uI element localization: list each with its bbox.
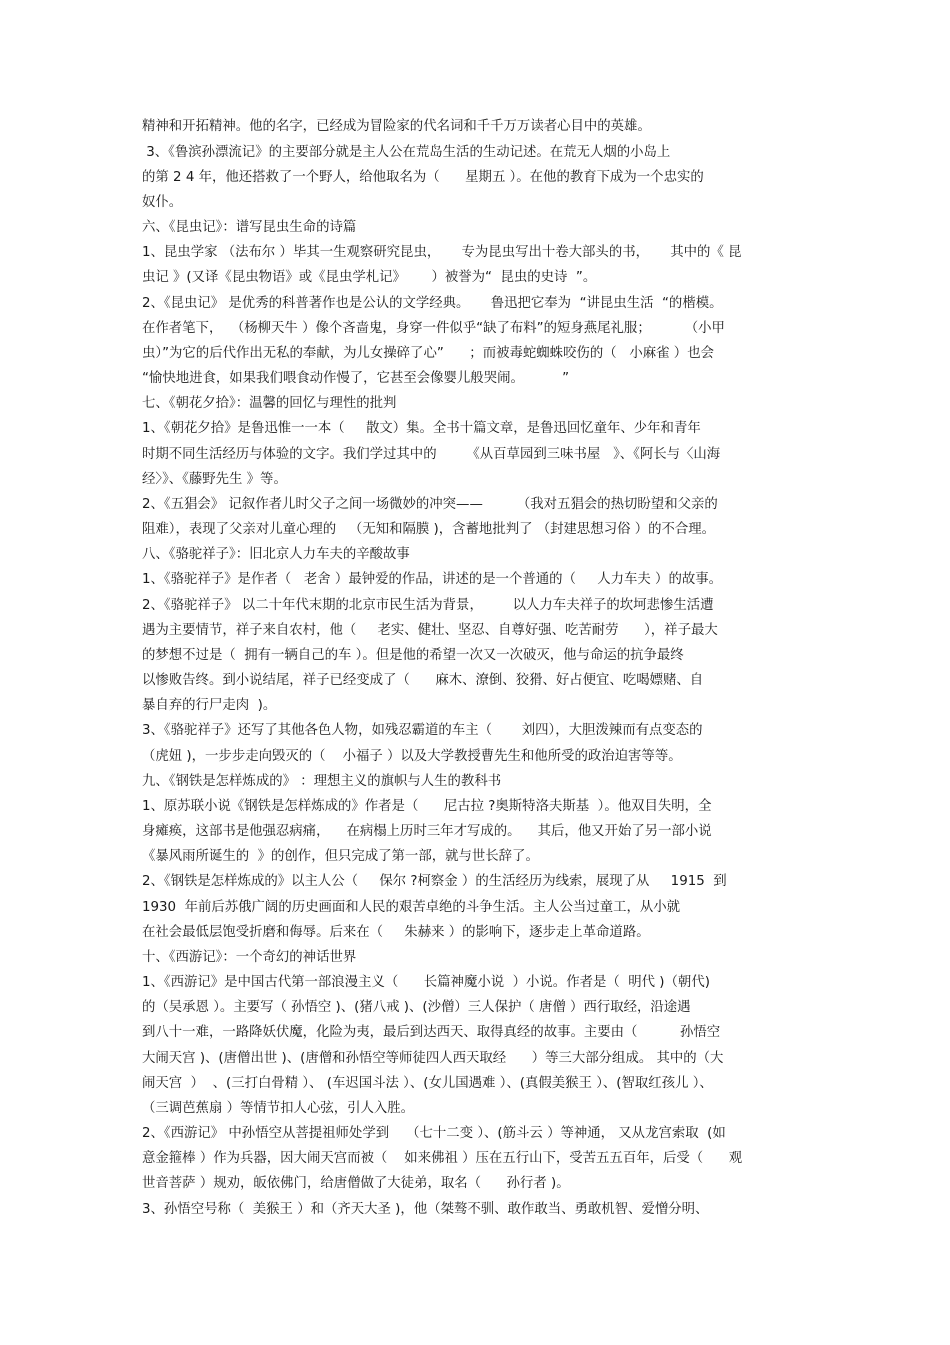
text-line: 暴自弃的行尸走肉 )。 — [142, 698, 277, 713]
text-line: 的梦想不过是（ 拥有一辆自己的车 ）。但是他的希望一次又一次破灭，他与命运的抗争最终 — [142, 648, 684, 663]
text-line: 1、《骆驼祥子》是作者（ 老舍 ）最钟爱的作品，讲述的是一个普通的（ 人力车夫 ）的故事。 — [142, 572, 723, 587]
text-line: 1、《西游记》是中国古代第一部浪漫主义（ 长篇神魔小说 ）小说。作者是（ 明代 )（朝代) — [142, 975, 710, 990]
text-line: 到八十一难，一路降妖伏魔，化险为夷，最后到达西天、取得真经的故事。主要由（ 孙悟空 — [142, 1025, 721, 1040]
text-line: 身瘫痪，这部书是他强忍病痛， 在病榻上历时三年才写成的。 其后，他又开始了另一部小说 — [142, 824, 712, 839]
section-heading: 七、《朝花夕拾》：温馨的回忆与理性的批判 — [142, 396, 397, 411]
text-line: 3、《骆驼祥子》还写了其他各色人物，如残忍霸道的车主（ 刘四），大胆泼辣而有点变态的 — [142, 723, 703, 738]
text-line: 《暴风雨所诞生的 》的创作，但只完成了第一部，就与世长辞了。 — [142, 849, 539, 864]
text-line: 1930 年前后苏俄广阔的历史画面和人民的艰苦卓绝的斗争生活。主人公当过童工，从小就 — [142, 900, 681, 915]
text-line: 2、《钢铁是怎样炼成的》以主人公（ 保尔 ?柯察金 ）的生活经历为线索，展现了从 1915 到 — [142, 874, 727, 889]
text-line: 2、《西游记》 中孙悟空从菩提祖师处学到 （七十二变 ）、(筋斗云 ）等神通， 又从龙宫索取 (如 — [142, 1126, 726, 1141]
text-line: 在作者笔下， （杨柳天牛 ）像个吝啬鬼，身穿一件似乎“缺了布料”的短身燕尾礼服； （小甲 — [142, 321, 725, 336]
text-line: 时期不同生活经历与体验的文字。我们学过其中的 《从百草园到三味书屋 》、《阿长与〈山海 — [142, 447, 721, 462]
section-heading: 八、《骆驼祥子》：旧北京人力车夫的辛酸故事 — [142, 547, 410, 562]
text-line: 意金箍棒 ）作为兵器，因大闹天宫而被（ 如来佛祖 ）压在五行山下，受苦五五百年，后受（ 观 — [142, 1151, 743, 1166]
section-heading: 九、《钢铁是怎样炼成的》 ：理想主义的旗帜与人生的教科书 — [142, 774, 502, 789]
text-line: 在社会最低层饱受折磨和侮辱。后来在（ 朱赫来 ）的影响下，逐步走上革命道路。 — [142, 925, 650, 940]
text-line: 3、孙悟空号称（ 美猴王 ）和（齐天大圣 )，他（桀骜不驯、敢作敢当、勇敢机智、爱憎分明、 — [142, 1202, 709, 1217]
text-line: 1、《朝花夕拾》是鲁迅惟一一本（ 散文）集。全书十篇文章，是鲁迅回忆童年、少年和青年 — [142, 421, 701, 436]
section-heading: 十、《西游记》：一个奇幻的神话世界 — [142, 950, 357, 965]
text-line: 虫记 》(又译《昆虫物语》或《昆虫学札记》 ）被誉为“ 昆虫的史诗 ”。 — [142, 270, 597, 285]
text-line: “愉快地进食，如果我们喂食动作慢了，它甚至会像婴儿般哭闹。 ” — [142, 371, 570, 386]
text-line: 2、《昆虫记》 是优秀的科普著作也是公认的文学经典。 鲁迅把它奉为 “讲昆虫生活 “的楷模。 — [142, 296, 723, 311]
text-line: 阻难），表现了父亲对儿童心理的 （无知和隔膜 )，含蓄地批判了 （封建思想习俗 ）的不合理。 — [142, 522, 716, 537]
text-line: 虫）”为它的后代作出无私的奉献，为儿女操碎了心” ；而被毒蛇蜘蛛咬伤的（ 小麻雀 ）也会 — [142, 346, 714, 361]
text-line: 2、《五猖会》 记叙作者儿时父子之间一场微妙的冲突—— （我对五猖会的热切盼望和父亲的 — [142, 497, 718, 512]
text-line: 2、《骆驼祥子》 以二十年代末期的北京市民生活为背景， 以人力车夫祥子的坎坷悲惨生活遭 — [142, 598, 714, 613]
text-line: 以惨败告终。到小说结尾，祥子已经变成了（ 麻木、潦倒、狡猾、好占便宜、吃喝嫖赌、自 — [142, 673, 704, 688]
text-line: 世音菩萨 ）规劝，皈依佛门，给唐僧做了大徒弟，取名（ 孙行者 )。 — [142, 1176, 570, 1191]
text-line: 精神和开拓精神。他的名字，已经成为冒险家的代名词和千千万万读者心目中的英雄。 — [142, 119, 651, 134]
text-line: 遇为主要情节，祥子来自农村，他（ 老实、健壮、坚忍、自尊好强、吃苦耐劳 ），祥子最大 — [142, 623, 718, 638]
text-line: 1、原苏联小说《钢铁是怎样炼成的》作者是（ 尼古拉 ?奥斯特洛夫斯基 ）。他双目失明，全 — [142, 799, 712, 814]
text-line: 闹天宫 ） 、(三打白骨精 ）、 (车迟国斗法 ）、(女儿国遇难 ）、(真假美猴王 ）、(智取红孩儿 ）、 — [142, 1076, 713, 1091]
text-line: （虎妞 )，一步步走向毁灭的（ 小福子 ）以及大学教授曹先生和他所受的政治迫害等等。 — [142, 749, 682, 764]
text-line: 1、昆虫学家 （法布尔 ）毕其一生观察研究昆虫， 专为昆虫写出十卷大部头的书， 其中的《 昆 — [142, 245, 742, 260]
text-line: 3、《鲁滨孙漂流记》的主要部分就是主人公在荒岛生活的生动记述。在荒无人烟的小岛上 — [142, 145, 671, 160]
text-line: 的第 2 4 年，他还搭救了一个野人，给他取名为（ 星期五 ）。在他的教育下成为一个忠实的 — [142, 170, 704, 185]
text-line: （三调芭蕉扇 ）等情节扣人心弦，引人入胜。 — [142, 1101, 415, 1116]
text-line: 大闹天宫 )、(唐僧出世 )、(唐僧和孙悟空等师徒四人西天取经 ）等三大部分组成。 其中的（大 — [142, 1051, 724, 1066]
text-line: 奴仆。 — [142, 195, 183, 210]
text-line: 的（吴承恩 ）。主要写（ 孙悟空 )、(猪八戒 )、(沙僧）三人保护（ 唐僧 ）西行取经，沿途遇 — [142, 1000, 691, 1015]
section-heading: 六、《昆虫记》：谱写昆虫生命的诗篇 — [142, 220, 357, 235]
text-line: 经〉》、《藤野先生 》等。 — [142, 472, 287, 487]
